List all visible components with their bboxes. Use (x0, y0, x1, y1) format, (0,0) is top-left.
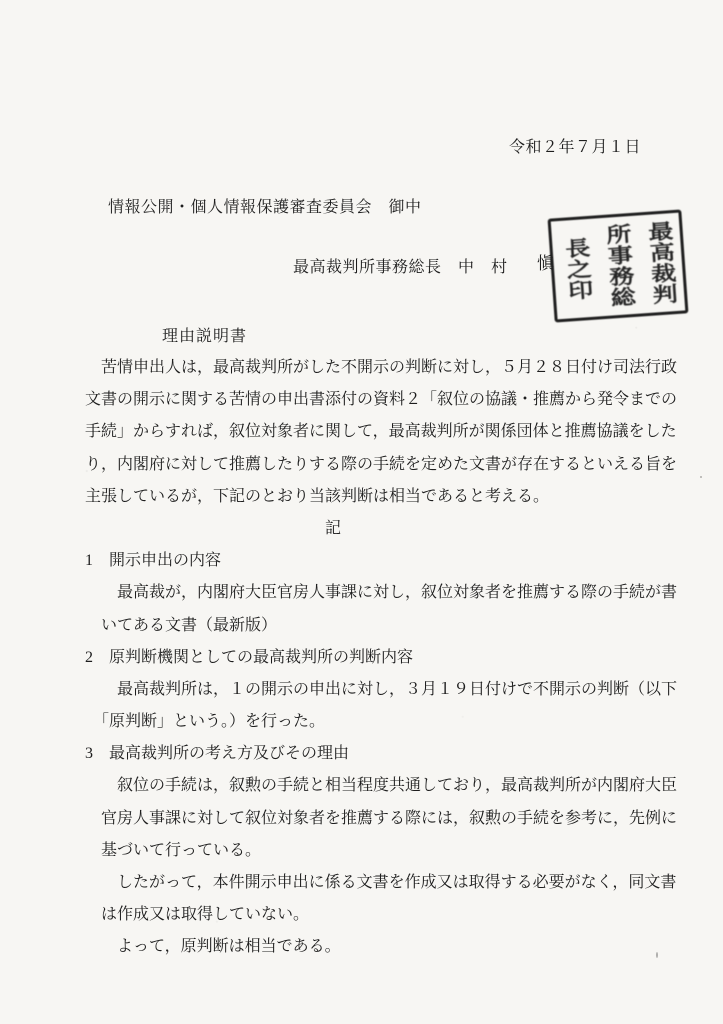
text-line: 文書の開示に関する苦情の申出書添付の資料２「叙位の協議・推薦から発令までの (85, 391, 678, 409)
scan-speckle (700, 476, 702, 478)
text-line: 「原判断」という。）を行った。 (85, 713, 326, 731)
text-line: 3 最高裁判所の考え方及びその理由 (85, 745, 350, 763)
text-line: 1 開示申出の内容 (85, 552, 222, 570)
text-line: 官房人事課に対して叙位対象者を推薦する際には，叙勲の手続を参考に，先例に (85, 809, 678, 827)
document-date: 令和２年７月１日 (509, 139, 642, 156)
text-line: よって，原判断は相当である。 (85, 938, 341, 956)
text-line: したがって，本件開示申出に係る文書を作成又は取得する必要がなく，同文書 (85, 874, 677, 891)
seal-column-right: 最高裁判 (643, 220, 677, 306)
opening-paragraph (85, 352, 678, 513)
document-body (85, 352, 678, 964)
text-line: 苦情申出人は，最高裁判所がした不開示の判断に対し，５月２８日付け司法行政 (85, 359, 678, 376)
text-line: 最高裁判所は，１の開示の申出に対し，３月１９日付けで不開示の判断（以下 (85, 680, 678, 698)
sender-title-name: 最高裁判所事務総長 中 村 (293, 259, 508, 276)
text-line: いてある文書（最新版） (85, 616, 278, 634)
seal-column-middle: 所事務総 (601, 223, 635, 309)
text-line: 手続」からすれば，叙位対象者に関して，最高裁判所が関係団体と推薦協議をした (85, 423, 677, 441)
official-seal-stamp (548, 209, 689, 322)
scan-speckle (656, 952, 658, 958)
addressee-line: 情報公開・個人情報保護審査委員会 御中 (108, 199, 422, 216)
text-line: 叙位の手続は，叙勲の手続と相当程度共通しており，最高裁判所が内閣府大臣 (85, 777, 678, 795)
text-line: り，内閣府に対して推薦したりする際の手続を定めた文書が存在するといえる旨を (85, 455, 678, 473)
document-title: 理由説明書 (162, 328, 248, 345)
text-line: は作成又は取得していない。 (85, 906, 310, 924)
sender-given-name: 愼 (537, 254, 554, 273)
seal-column-left: 長之印 (560, 236, 593, 302)
text-line: 基づいて行っている。 (85, 841, 262, 859)
ki-marker: 記 (324, 519, 341, 537)
numbered-items (85, 545, 678, 963)
text-line: 2 原判断機関としての最高裁判所の判断内容 (85, 648, 414, 666)
text-line: 主張しているが，下記のとおり当該判断は相当であると考える。 (85, 487, 550, 505)
text-line: 最高裁が，内閣府大臣官房人事課に対し，叙位対象者を推薦する際の手続が書 (85, 584, 678, 602)
